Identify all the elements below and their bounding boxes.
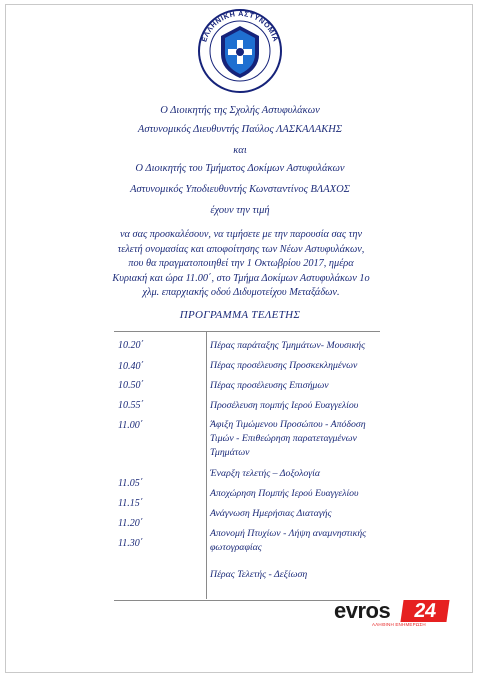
director-school-title: Ο Διοικητής της Σχολής Αστυφυλάκων (160, 105, 320, 116)
schedule-time: 10.20΄ (118, 340, 144, 351)
schedule-event: Πέρας προσέλευσης Επισήμων (210, 380, 329, 391)
police-emblem-icon (197, 8, 283, 94)
schedule-time: 10.40΄ (118, 361, 144, 372)
logo-tagline: ΑΛΗΘΙΝΗ ΕΝΗΜΕΡΩΣΗ (372, 622, 426, 627)
schedule-time: 11.00΄ (118, 420, 144, 431)
schedule-column-divider (206, 331, 207, 599)
schedule-event: Προσέλευση πομπής Ιερού Ευαγγελίου (210, 400, 359, 411)
schedule-title: ΠΡΟΓΡΑΜΜΑ ΤΕΛΕΤΗΣ (179, 309, 301, 321)
schedule-event: Απονομή Πτυχίων - Λήψη αναμνηστικής φωτογραφίας (210, 528, 367, 553)
logo-brand-text: evros (334, 598, 391, 623)
director-trainees-title: Ο Διοικητής του Τμήματος Δοκίμων Αστυφυλάκων (135, 163, 345, 174)
schedule-time: 11.15΄ (118, 498, 144, 509)
schedule-time: 11.20΄ (118, 518, 144, 529)
logo-badge: 24 (400, 600, 449, 622)
director-school-name: Αστυνομικός Διευθυντής Παύλος ΛΑΣΚΑΛΑΚΗΣ (137, 124, 343, 135)
director-trainees-name: Αστυνομικός Υποδιευθυντής Κωνσταντίνος ΒΛΑΧΟΣ (130, 184, 350, 195)
schedule-time: 11.30΄ (118, 538, 144, 549)
schedule-time: 11.05΄ (118, 478, 144, 489)
conjunction-text: και (233, 145, 247, 156)
schedule-event: Αποχώρηση Πομπής Ιερού Ευαγγελίου (210, 488, 359, 499)
honor-text: έχουν την τιμή (210, 205, 270, 216)
schedule-event: Πέρας παράταξης Τμημάτων- Μουσικής (210, 340, 366, 351)
schedule-event: Έναρξη τελετής – Δοξολογία (210, 468, 320, 479)
schedule-time: 10.55΄ (118, 400, 144, 411)
evros24-logo (334, 598, 450, 628)
invitation-paragraph: να σας προσκαλέσουν, να τιμήσετε με την παρουσία σας την τελετή ονομασίας και αποφοίτησης των Νέων Αστυφυλάκων, που θα πραγματοποιηθεί την 1 Οκτωβρίου 2017, ημέρα Κυριακή και ώρα 11.00΄, στο Τμήμα Δοκίμων Αστυφυλάκων 1ο χλμ. επαρχιακής οδού Διδυμοτείχου Μεταξάδων. (112, 229, 370, 299)
emblem-text: ΕΛΛΗΝΙΚΗ ΑΣΤΥΝΟΜΙΑ (199, 8, 281, 44)
schedule-event: Πέρας προσέλευσης Προσκεκλημένων (210, 360, 358, 371)
schedule-time: 10.50΄ (118, 380, 144, 391)
schedule-event: Ανάγνωση Ημερήσιας Διαταγής (210, 508, 332, 519)
schedule-event: Πέρας Τελετής - Δεξίωση (210, 569, 308, 580)
schedule-event: Άφιξη Τιμώμενου Προσώπου - Απόδοση Τιμών - Επιθεώρηση παρατεταγμένων Τμημάτων (210, 419, 366, 458)
